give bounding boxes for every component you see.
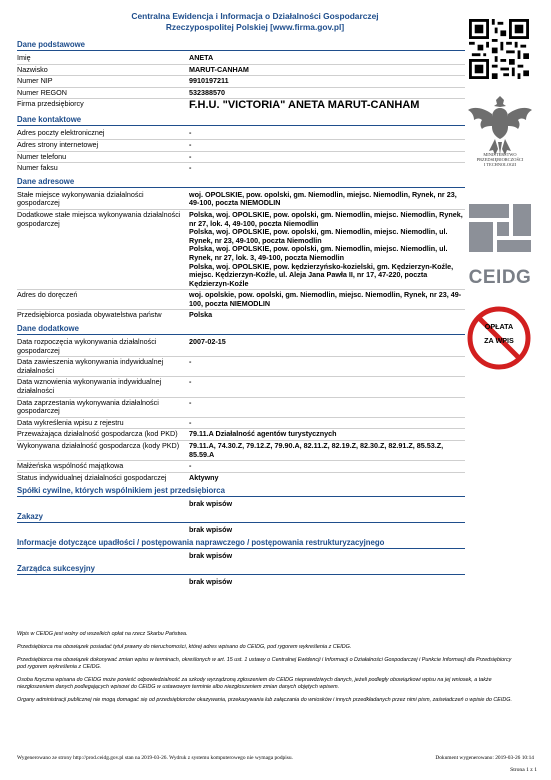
table-row bbox=[17, 461, 465, 473]
table-row bbox=[17, 337, 465, 357]
field-value: 2007-02-15 bbox=[189, 337, 226, 347]
field-label: Adres do doręczeń bbox=[17, 290, 78, 300]
section-adresowe bbox=[17, 190, 465, 321]
header-line-2: Rzeczypospolitej Polskiej [www.firma.gov.pl] bbox=[165, 22, 345, 32]
company-name-value: F.H.U. "VICTORIA" ANETA MARUT-CANHAM bbox=[189, 99, 420, 112]
table-row bbox=[17, 398, 465, 418]
footer-source: Wygenerowano ze strony http://prod.ceidg.gov.pl stan na 2019-03-26. Wydruk z systemu komputerowego nie wymaga podpisu. bbox=[17, 755, 293, 761]
document-footer bbox=[17, 755, 534, 761]
field-label: Firma przedsiębiorcy bbox=[17, 99, 84, 109]
table-row bbox=[17, 310, 465, 321]
qr-code-icon bbox=[469, 19, 529, 79]
note-paragraph: Przedsiębiorca ma obowiązek dokonywać zmian wpisu w terminach, określonych w art. 15 ust. 1 ustawy o Centralnej Ewidencji i Informacji o Działalności Gospodarczej i Punkcie Informacji dla Przedsiębiorcy pod rygorem wykreślenia z CEIDG. bbox=[17, 657, 512, 670]
section-title-spolki: Spółki cywilne, których wspólnikiem jest przedsiębiorca bbox=[17, 484, 465, 497]
section-title-kontaktowe: Dane kontaktowe bbox=[17, 113, 465, 126]
stamp-text-line-1: OPŁATA bbox=[484, 322, 514, 331]
field-value: - bbox=[189, 139, 192, 149]
field-label: Data zawieszenia wykonywania indywidualnej działalności bbox=[17, 357, 164, 375]
field-label: Przedsiębiorca posiada obywatelstwa państw bbox=[17, 310, 162, 320]
field-value: - bbox=[189, 377, 192, 387]
note-paragraph: Przedsiębiorca ma obowiązek posiadać tytuł prawny do nieruchomości, której adres wpisano do CEIDG, pod rygorem wykreślenia z CEIDG. bbox=[17, 644, 352, 650]
ministry-line-2: PRZEDSIĘBIORCZOŚCI bbox=[476, 157, 524, 162]
section-title-podstawowe: Dane podstawowe bbox=[17, 38, 465, 51]
section-title-upadlosc: Informacje dotyczące upadłości / postępowania naprawczego / postępowania restrukturyzacyjnego bbox=[17, 536, 465, 549]
table-row bbox=[17, 473, 465, 484]
table-row bbox=[17, 128, 465, 140]
ministry-name bbox=[461, 152, 539, 167]
field-value: 79.11.A, 74.30.Z, 79.12.Z, 79.90.A, 82.11.Z, 82.19.Z, 82.30.Z, 82.91.Z, 85.53.Z, 85.59.A bbox=[189, 441, 444, 459]
field-value: Polska, woj. OPOLSKIE, pow. opolski, gm. Niemodlin, miejsc. Niemodlin, Rynek, nr 27, lok. 4, 49-100, poczta Niemodlin Polska, woj. OPOLSKIE, pow. opolski, gm. Niemodlin, miejsc. Niemodlin, ul. Rynek, nr 23, 49-100, poczta Niemodlin Polska, woj. OPOLSKIE, pow. opolski, gm. Niemodlin, miejsc. Niemodlin, ul. Rynek, nr 27, lok. 3, 49-100, poczta Niemodlin Polska, woj. OPOLSKIE, pow. kędzierzyńsko-kozielski, gm. Kędzierzyn-Koźle, miejsc. Kędzierzyn-Koźle, ul. Aleja Jana Pawła II, nr 17, 47-220, poczta Kędzierzyn-Koźle bbox=[189, 209, 463, 288]
field-label: Imię bbox=[17, 53, 31, 62]
ministry-line-1: MINISTERSTWO bbox=[483, 152, 517, 157]
table-row bbox=[17, 210, 465, 290]
stamp-text-line-2: ZA WPIS bbox=[484, 336, 514, 345]
field-value: - bbox=[189, 397, 192, 407]
table-row bbox=[17, 65, 465, 77]
field-label: Numer faksu bbox=[17, 163, 58, 173]
spolki-value: brak wpisów bbox=[189, 499, 233, 509]
note-paragraph: Osoba fizyczna wpisana do CEIDG może ponieść odpowiedzialność za szkody wyrządzoną zgłoszeniem do CEIDG nieprawdziwych danych, jeżeli podległy obowiązkowi wpisu na jej wniosek, a także niezgłoszeniem danych podlegających wpisowi do CEIDG w ustawowym terminie albo niezgłoszeniem zmian danych objętych wpisem. bbox=[17, 677, 492, 690]
field-label: Stałe miejsce wykonywania działalności gospodarczej bbox=[17, 189, 144, 208]
table-row bbox=[17, 418, 465, 430]
field-value: 79.11.A Działalność agentów turystycznych bbox=[189, 429, 337, 439]
field-label: Małżeńska wspólność majątkowa bbox=[17, 461, 124, 471]
table-row bbox=[17, 190, 465, 210]
table-row bbox=[17, 290, 465, 310]
table-row bbox=[17, 357, 465, 377]
field-label: Nazwisko bbox=[17, 64, 48, 74]
table-row bbox=[17, 152, 465, 164]
field-label: Wykonywana działalność gospodarcza (kody PKD) bbox=[17, 441, 180, 450]
table-row bbox=[17, 140, 465, 152]
table-row bbox=[17, 163, 465, 174]
table-row bbox=[17, 99, 465, 112]
field-value: woj. OPOLSKIE, pow. opolski, gm. Niemodlin, miejsc. Niemodlin, Rynek, nr 23, 49-100, poczta NIEMODLIN bbox=[189, 189, 457, 208]
ceidg-logo-text: CEIDG bbox=[468, 267, 532, 288]
field-label: Numer REGON bbox=[17, 87, 67, 97]
field-value: 9910197211 bbox=[189, 76, 229, 86]
table-row bbox=[17, 429, 465, 441]
ministry-line-3: I TECHNOLOGII bbox=[483, 162, 517, 167]
document-header bbox=[60, 11, 450, 33]
field-label: Numer telefonu bbox=[17, 151, 67, 161]
field-label: Numer NIP bbox=[17, 76, 53, 86]
field-value: 532388570 bbox=[189, 87, 225, 97]
table-row bbox=[17, 88, 465, 100]
field-value: - bbox=[189, 163, 192, 173]
field-label: Dodatkowe stałe miejsca wykonywania działalności gospodarczej bbox=[17, 209, 181, 228]
section-podstawowe bbox=[17, 53, 465, 112]
section-title-dodatkowe: Dane dodatkowe bbox=[17, 322, 465, 335]
table-row bbox=[17, 377, 465, 397]
field-value: - bbox=[189, 417, 192, 427]
field-value: - bbox=[189, 357, 192, 367]
section-kontaktowe bbox=[17, 128, 465, 173]
note-paragraph: Wpis w CEIDG jest wolny od wszelkich opłat na rzecz Skarbu Państwa. bbox=[17, 631, 188, 637]
field-label: Adres strony internetowej bbox=[17, 139, 99, 149]
section-title-zarzadca: Zarządca sukcesyjny bbox=[17, 562, 465, 575]
field-value: - bbox=[189, 151, 192, 161]
document-content bbox=[17, 37, 465, 588]
field-label: Adres poczty elektronicznej bbox=[17, 128, 105, 138]
footer-generated-date: Dokument wygenerowano: 2019-03-26 10:14 bbox=[435, 755, 534, 761]
section-dodatkowe bbox=[17, 337, 465, 483]
field-value: Polska bbox=[189, 310, 213, 320]
field-label: Data wykreślenia wpisu z rejestru bbox=[17, 417, 124, 427]
zarzadca-value: brak wpisów bbox=[189, 577, 233, 587]
field-label: Przeważająca działalność gospodarcza (kod PKD) bbox=[17, 429, 178, 439]
page-number: Strona 1 z 1 bbox=[510, 767, 537, 773]
note-paragraph: Organy administracji publicznej nie mogą domagać się od przedsiębiorców okazywania, przekazywania lub załączania do wniosków i innych przedkładanych przez nimi pism, zaświadczeń o wpisie do CEIDG. bbox=[17, 697, 512, 703]
table-row bbox=[17, 441, 465, 461]
field-label: Data wznowienia wykonywania indywidualnej działalności bbox=[17, 377, 162, 396]
field-value: - bbox=[189, 128, 192, 138]
table-row bbox=[17, 53, 465, 65]
field-value: Aktywny bbox=[189, 472, 219, 482]
field-label: Data rozpoczęcia wykonywania działalności gospodarczej bbox=[17, 337, 157, 355]
field-value: MARUT-CANHAM bbox=[189, 64, 249, 74]
header-line-1: Centralna Ewidencja i Informacja o Działalności Gospodarczej bbox=[131, 11, 379, 21]
field-value: ANETA bbox=[189, 53, 214, 62]
field-label: Data zaprzestania wykonywania działalności gospodarczej bbox=[17, 397, 159, 416]
section-title-adresowe: Dane adresowe bbox=[17, 175, 465, 188]
notes-block bbox=[17, 631, 517, 710]
zakazy-value: brak wpisów bbox=[189, 525, 233, 535]
section-title-zakazy: Zakazy bbox=[17, 510, 465, 523]
field-value: woj. opolskie, pow. opolski, gm. Niemodlin, miejsc. Niemodlin, Rynek, nr 23, 49-100, poczta NIEMODLIN bbox=[189, 290, 462, 308]
field-value: - bbox=[189, 461, 192, 471]
table-row bbox=[17, 76, 465, 88]
field-label: Status indywidualnej działalności gospodarczej bbox=[17, 472, 167, 482]
upadlosc-value: brak wpisów bbox=[189, 551, 233, 561]
